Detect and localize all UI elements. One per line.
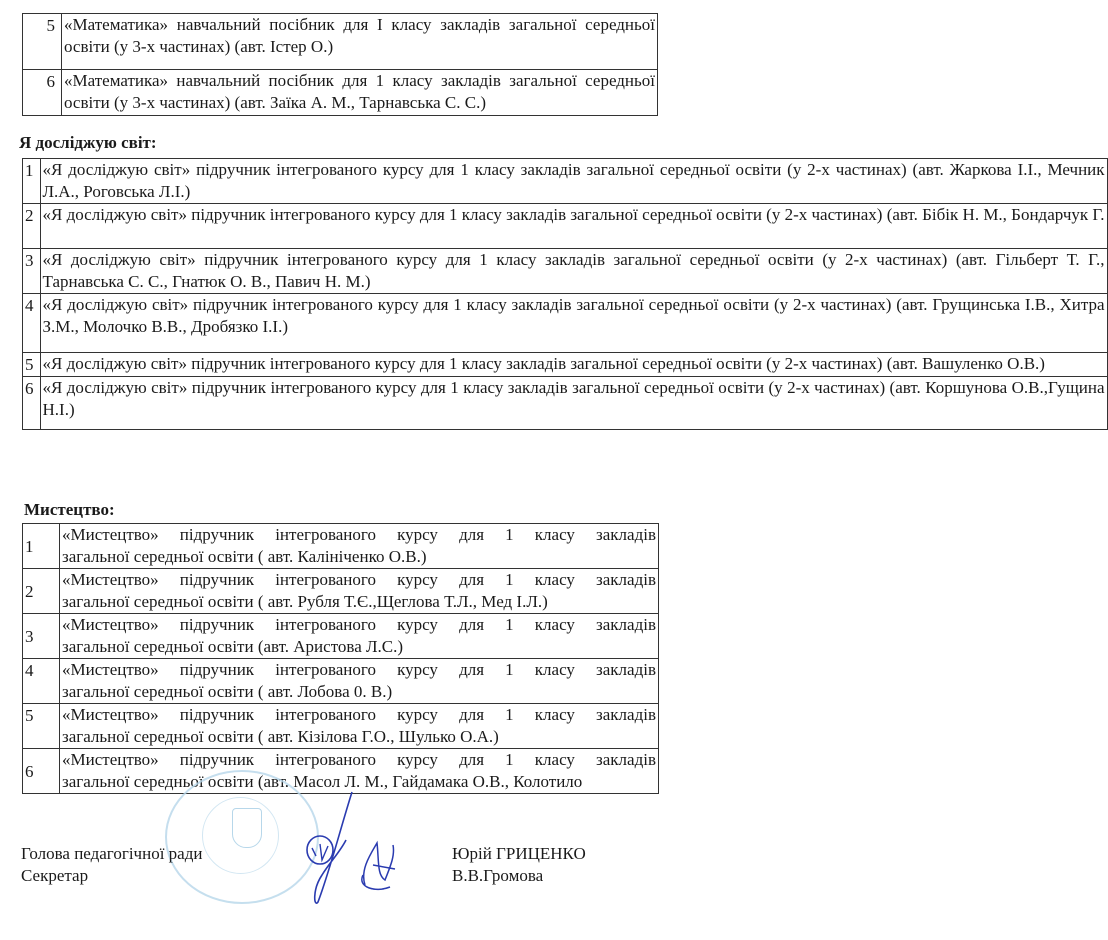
art-table bbox=[22, 523, 659, 794]
row-number: 2 bbox=[23, 204, 41, 249]
chair-title: Голова педагогічної ради bbox=[21, 844, 203, 863]
row-text: «Мистецтво» підручник інтегрованого курсу для 1 класу закладів загальної середньої освіти ( авт. Лобова 0. В.) bbox=[60, 659, 659, 704]
row-number: 6 bbox=[23, 70, 62, 116]
table-row bbox=[23, 704, 659, 749]
row-number: 4 bbox=[23, 659, 60, 704]
signature-secretary bbox=[355, 835, 405, 895]
table-row bbox=[23, 70, 658, 116]
math-table bbox=[22, 13, 658, 116]
secretary-title: Секретар bbox=[21, 866, 89, 885]
table-row bbox=[23, 749, 659, 794]
row-number: 5 bbox=[23, 704, 60, 749]
table-row bbox=[23, 659, 659, 704]
table-row bbox=[23, 614, 659, 659]
row-text: «Мистецтво» підручник інтегрованого курсу для 1 класу закладів загальної середньої освіти ( авт. Калініченко О.В.) bbox=[60, 524, 659, 569]
row-text: «Мистецтво» підручник інтегрованого курсу для 1 класу закладів загальної середньої освіти ( авт. Кізілова Г.О., Шулько О.А.) bbox=[60, 704, 659, 749]
row-text: «Математика» навчальний посібник для 1 класу закладів загальної середньої освіти (у 3-х частинах) (авт. Заїка А. М., Тарнавська С. С.) bbox=[62, 70, 658, 116]
row-text: «Мистецтво» підручник інтегрованого курсу для 1 класу закладів загальної середньої освіти (авт. Масол Л. М., Гайдамака О.В., Колотило bbox=[60, 749, 659, 794]
row-text: «Я досліджую світ» підручник інтегрованого курсу для 1 класу закладів загальної середньої освіти (у 2-х частинах) (авт. Вашуленко О.В.) bbox=[40, 353, 1107, 377]
table-row bbox=[23, 159, 1108, 204]
chair-name: Юрій ГРИЦЕНКО bbox=[452, 844, 586, 863]
table-row bbox=[23, 249, 1108, 294]
row-text: «Я досліджую світ» підручник інтегрованого курсу для 1 класу закладів загальної середньої освіти (у 2-х частинах) (авт. Жаркова І.І., Мечник Л.А., Роговська Л.І.) bbox=[40, 159, 1107, 204]
row-number: 3 bbox=[23, 614, 60, 659]
row-number: 3 bbox=[23, 249, 41, 294]
table-row bbox=[23, 377, 1108, 430]
table-row bbox=[23, 569, 659, 614]
row-text: «Я досліджую світ» підручник інтегрованого курсу для 1 класу закладів загальної середньої освіти (у 2-х частинах) (авт. Коршунова О.В.,Гущина Н.І.) bbox=[42, 378, 1105, 419]
explore-table bbox=[22, 158, 1108, 430]
row-text: «Я досліджую світ» підручник інтегрованого курсу для 1 класу закладів загальної середньої освіти (у 2-х частинах) (авт. Бібік Н. М., Бондарчук Г. bbox=[42, 205, 1105, 224]
table-row bbox=[23, 524, 659, 569]
table-row bbox=[23, 294, 1108, 353]
row-text: «Мистецтво» підручник інтегрованого курсу для 1 класу закладів загальної середньої освіти (авт. Аристова Л.С.) bbox=[60, 614, 659, 659]
row-text: «Я досліджую світ» підручник інтегрованого курсу для 1 класу закладів загальної середньої освіти (у 2-х частинах) (авт. Гільберт Т. Г., Тарнавська С. С., Гнатюк О. В., Павич Н. М.) bbox=[40, 249, 1107, 294]
section-heading-art: Мистецтво: bbox=[24, 500, 115, 519]
coat-of-arms-icon bbox=[232, 808, 262, 848]
row-number: 6 bbox=[23, 749, 60, 794]
row-text: «Мистецтво» підручник інтегрованого курсу для 1 класу закладів загальної середньої освіти ( авт. Рубля Т.Є.,Щеглова Т.Л., Мед І.Л.) bbox=[60, 569, 659, 614]
section-heading-explore: Я досліджую світ: bbox=[19, 133, 157, 152]
table-row bbox=[23, 204, 1108, 249]
row-number: 2 bbox=[23, 569, 60, 614]
row-number: 4 bbox=[23, 294, 41, 353]
row-text: «Я досліджую світ» підручник інтегрованого курсу для 1 класу закладів загальної середньої освіти (у 2-х частинах) (авт. Грущинська І.В., Хитра З.М., Молочко В.В., Дробязко І.І.) bbox=[42, 295, 1105, 336]
row-number: 5 bbox=[23, 353, 41, 377]
row-number: 1 bbox=[23, 524, 60, 569]
row-number: 5 bbox=[23, 14, 62, 70]
row-number: 6 bbox=[23, 377, 41, 430]
row-text: «Математика» навчальний посібник для І класу закладів загальної середньої освіти (у 3-х частинах) (авт. Істер О.) bbox=[62, 14, 658, 70]
table-row bbox=[23, 14, 658, 70]
row-number: 1 bbox=[23, 159, 41, 204]
table-row bbox=[23, 353, 1108, 377]
secretary-name: В.В.Громова bbox=[452, 866, 544, 885]
